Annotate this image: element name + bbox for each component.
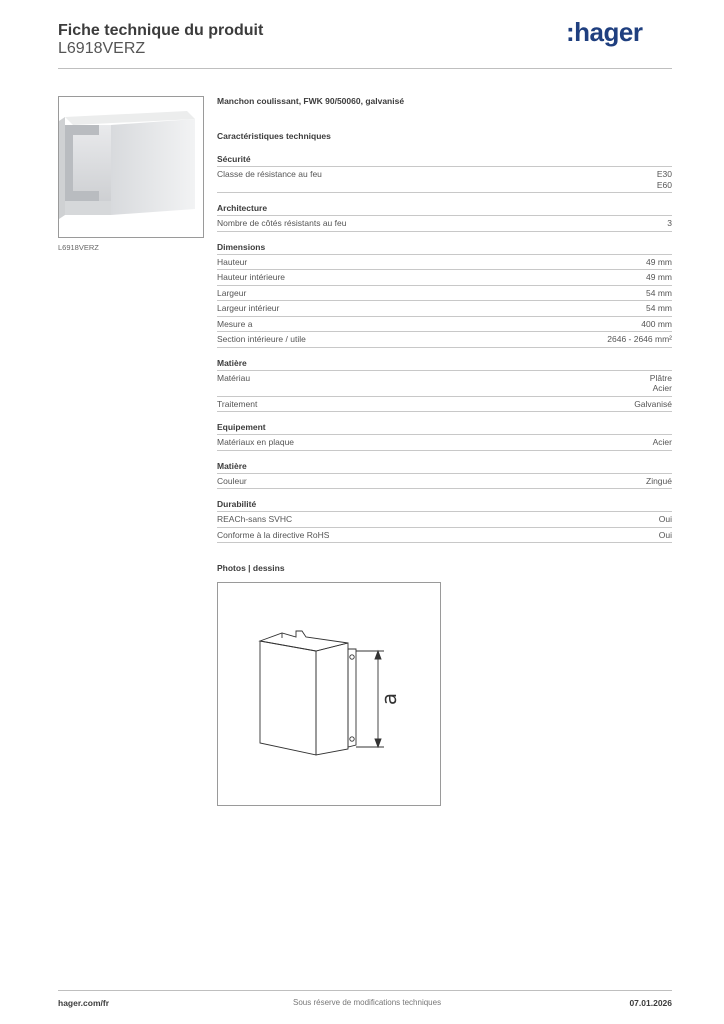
spec-section: [217, 499, 672, 543]
spec-section: [217, 461, 672, 490]
spec-value: [659, 514, 672, 525]
section-title: Dimensions: [217, 242, 672, 255]
spec-value: [659, 530, 672, 541]
spec-row: [217, 167, 672, 193]
footer-website[interactable]: hager.com/fr: [58, 998, 110, 1008]
spec-label: Traitement: [217, 398, 258, 409]
spec-label: Nombre de côtés résistants au feu: [217, 218, 347, 228]
spec-value-line: Galvanisé: [634, 398, 672, 409]
section-title: Sécurité: [217, 154, 672, 167]
spec-label: Largeur intérieur: [217, 303, 280, 313]
spec-value: [641, 319, 672, 330]
product-code: L6918VERZ: [58, 40, 146, 57]
spec-section: [217, 242, 672, 348]
spec-value-line: 54 mm: [646, 303, 672, 313]
product-photo-image: [59, 97, 203, 237]
spec-value: [634, 399, 672, 410]
spec-value-line: 3: [667, 218, 672, 228]
spec-row: [217, 371, 672, 397]
spec-value: [646, 272, 672, 283]
hager-logo: :hager: [566, 17, 643, 47]
technical-drawing: [217, 582, 441, 806]
spec-row: [217, 301, 672, 317]
tech-characteristics-title: Caractéristiques techniques: [217, 131, 331, 141]
dimension-label: a: [377, 692, 401, 706]
section-title: Durabilité: [217, 499, 672, 512]
spec-row: [217, 512, 672, 528]
product-photo: [58, 96, 204, 238]
spec-label: Hauteur intérieure: [217, 272, 286, 282]
spec-label: Conforme à la directive RoHS: [217, 529, 330, 540]
spec-value-line: 54 mm: [646, 287, 672, 298]
spec-value-line: Acier: [652, 383, 672, 393]
spec-row: [217, 216, 672, 232]
spec-label: Hauteur: [217, 256, 248, 267]
section-title: Architecture: [217, 203, 672, 216]
spec-label: Mesure a: [217, 318, 253, 329]
spec-label: Section intérieure / utile: [217, 334, 306, 344]
spec-row: [217, 270, 672, 286]
spec-value: [646, 303, 672, 314]
spec-value-line: Zingué: [646, 475, 672, 486]
spec-row: [217, 528, 672, 544]
spec-row: [217, 435, 672, 451]
spec-row: [217, 474, 672, 490]
footer-disclaimer: Sous réserve de modifications techniques: [293, 998, 442, 1007]
spec-value-line: Oui: [658, 514, 672, 524]
spec-value-line: Oui: [658, 529, 672, 540]
product-description: Manchon coulissant, FWK 90/50060, galvanisé: [217, 96, 405, 106]
spec-value: [646, 476, 672, 487]
spec-section: [217, 422, 672, 451]
spec-row: [217, 317, 672, 333]
spec-row: [217, 332, 672, 348]
spec-value: [650, 373, 672, 394]
spec-section: [217, 203, 672, 232]
spec-label: Classe de résistance au feu: [217, 169, 322, 179]
footer-divider: [58, 990, 672, 991]
spec-section: [217, 358, 672, 413]
spec-value-line: E60: [656, 179, 672, 190]
spec-value: [646, 288, 672, 299]
spec-value-line: Acier: [652, 437, 672, 447]
spec-value: [667, 218, 672, 229]
drawings-title: Photos | dessins: [217, 563, 285, 573]
spec-value: [607, 334, 672, 345]
spec-row: [217, 286, 672, 302]
spec-row: [217, 397, 672, 413]
spec-label: REACh-sans SVHC: [217, 514, 293, 524]
technical-drawing-image: [218, 583, 440, 805]
spec-row: [217, 255, 672, 271]
spec-sections: [217, 154, 672, 543]
section-title: Matière: [217, 358, 672, 371]
section-title: Matière: [217, 461, 672, 474]
photo-caption: L6918VERZ: [58, 243, 99, 252]
spec-value: [646, 257, 672, 268]
spec-label: Matériau: [217, 372, 251, 383]
spec-value: [653, 437, 672, 448]
page-title: Fiche technique du produit: [58, 22, 264, 39]
spec-value: [657, 169, 672, 190]
spec-label: Largeur: [217, 287, 247, 298]
section-title: Equipement: [217, 422, 672, 435]
spec-label: Matériaux en plaque: [217, 437, 295, 447]
footer-date: 07.01.2026: [629, 998, 672, 1008]
spec-value-line: 49 mm: [646, 256, 672, 267]
spec-value-line: E30: [656, 169, 672, 179]
spec-section: [217, 154, 672, 193]
spec-value-line: 2646 - 2646 mm²: [607, 334, 672, 344]
spec-content: [217, 96, 672, 553]
spec-value-line: Plâtre: [649, 372, 672, 383]
spec-value-line: 49 mm: [646, 272, 672, 282]
spec-value-line: 400 mm: [641, 318, 672, 329]
spec-label: Couleur: [217, 475, 247, 486]
header-divider: [58, 68, 672, 69]
